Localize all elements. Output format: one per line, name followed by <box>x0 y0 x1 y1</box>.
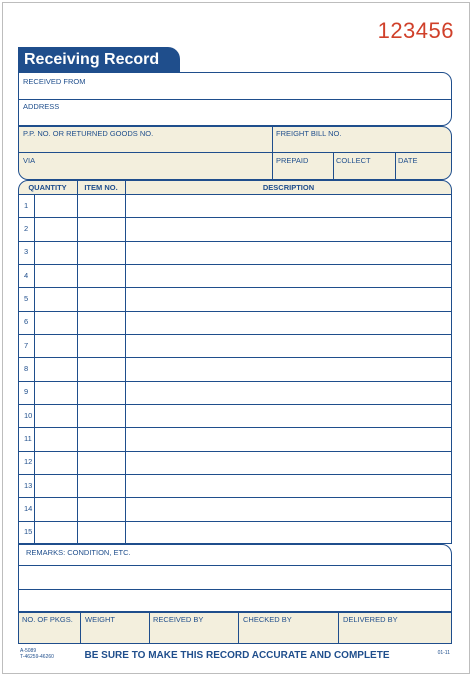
row-number: 7 <box>24 340 29 350</box>
item-number-header: ITEM NO. <box>84 183 118 192</box>
description-header: DESCRIPTION <box>262 183 315 192</box>
row-divider <box>18 521 452 522</box>
row-number: 10 <box>24 410 33 420</box>
row-divider <box>18 497 452 498</box>
row-divider <box>18 474 452 475</box>
divider <box>238 612 239 644</box>
row-number: 5 <box>24 294 29 303</box>
row-divider <box>18 427 452 428</box>
divider <box>18 589 452 590</box>
row-number: 6 <box>24 317 29 327</box>
divider <box>125 180 126 544</box>
freight-bill-label: FREIGHT BILL NO. <box>276 129 342 138</box>
divider <box>80 612 81 644</box>
row-divider <box>18 404 452 405</box>
row-number: 9 <box>24 387 29 397</box>
divider <box>18 99 452 100</box>
row-divider <box>18 334 452 335</box>
divider <box>272 126 273 180</box>
row-divider <box>18 241 452 242</box>
row-divider <box>18 264 452 265</box>
items-table <box>18 180 452 544</box>
form-title: Receiving Record <box>18 47 180 73</box>
row-divider <box>18 451 452 452</box>
date-label: DATE <box>398 156 418 165</box>
divider <box>18 152 452 153</box>
row-divider <box>18 311 452 312</box>
divider <box>149 612 150 644</box>
divider <box>77 180 78 544</box>
via-label: VIA <box>23 156 36 165</box>
delivered-by-label: DELIVERED BY <box>343 615 398 624</box>
row-number: 3 <box>24 247 29 257</box>
divider <box>18 194 452 195</box>
divider <box>18 565 452 566</box>
packages-label: NO. OF PKGS. <box>22 615 73 624</box>
address-label: ADDRESS <box>23 102 60 111</box>
pp-number-label: P.P. NO. OR RETURNED GOODS NO. <box>23 129 154 138</box>
row-number: 4 <box>24 270 29 280</box>
divider <box>34 194 35 544</box>
divider <box>338 612 339 644</box>
row-number: 14 <box>24 504 33 513</box>
row-number: 13 <box>24 480 33 490</box>
checked-by-label: CHECKED BY <box>243 615 292 624</box>
divider <box>395 152 396 180</box>
row-number: 12 <box>24 457 33 467</box>
collect-label: COLLECT <box>336 156 371 165</box>
received-by-label: RECEIVED BY <box>153 615 204 624</box>
prepaid-label: PREPAID <box>276 156 309 165</box>
row-number: 11 <box>24 434 32 443</box>
row-divider <box>18 357 452 358</box>
row-number: 8 <box>24 364 29 373</box>
weight-label: WEIGHT <box>85 615 115 624</box>
row-divider <box>18 381 452 382</box>
footer-message: BE SURE TO MAKE THIS RECORD ACCURATE AND COMPLETE <box>84 650 390 661</box>
row-number: 15 <box>24 527 33 537</box>
row-divider <box>18 287 452 288</box>
form-code-1: A-5089 <box>20 648 37 654</box>
received-from-label: RECEIVED FROM <box>23 77 86 86</box>
remarks-label: REMARKS: CONDITION, ETC. <box>26 548 131 557</box>
divider <box>333 152 334 180</box>
form-version: 01-11 <box>437 650 450 656</box>
quantity-header: QUANTITY <box>28 183 67 192</box>
row-number: 2 <box>24 224 29 233</box>
form-code-2: T-46259-46260 <box>20 654 54 660</box>
form-number: 123456 <box>377 18 454 43</box>
row-divider <box>18 217 452 218</box>
row-number: 1 <box>24 200 29 210</box>
